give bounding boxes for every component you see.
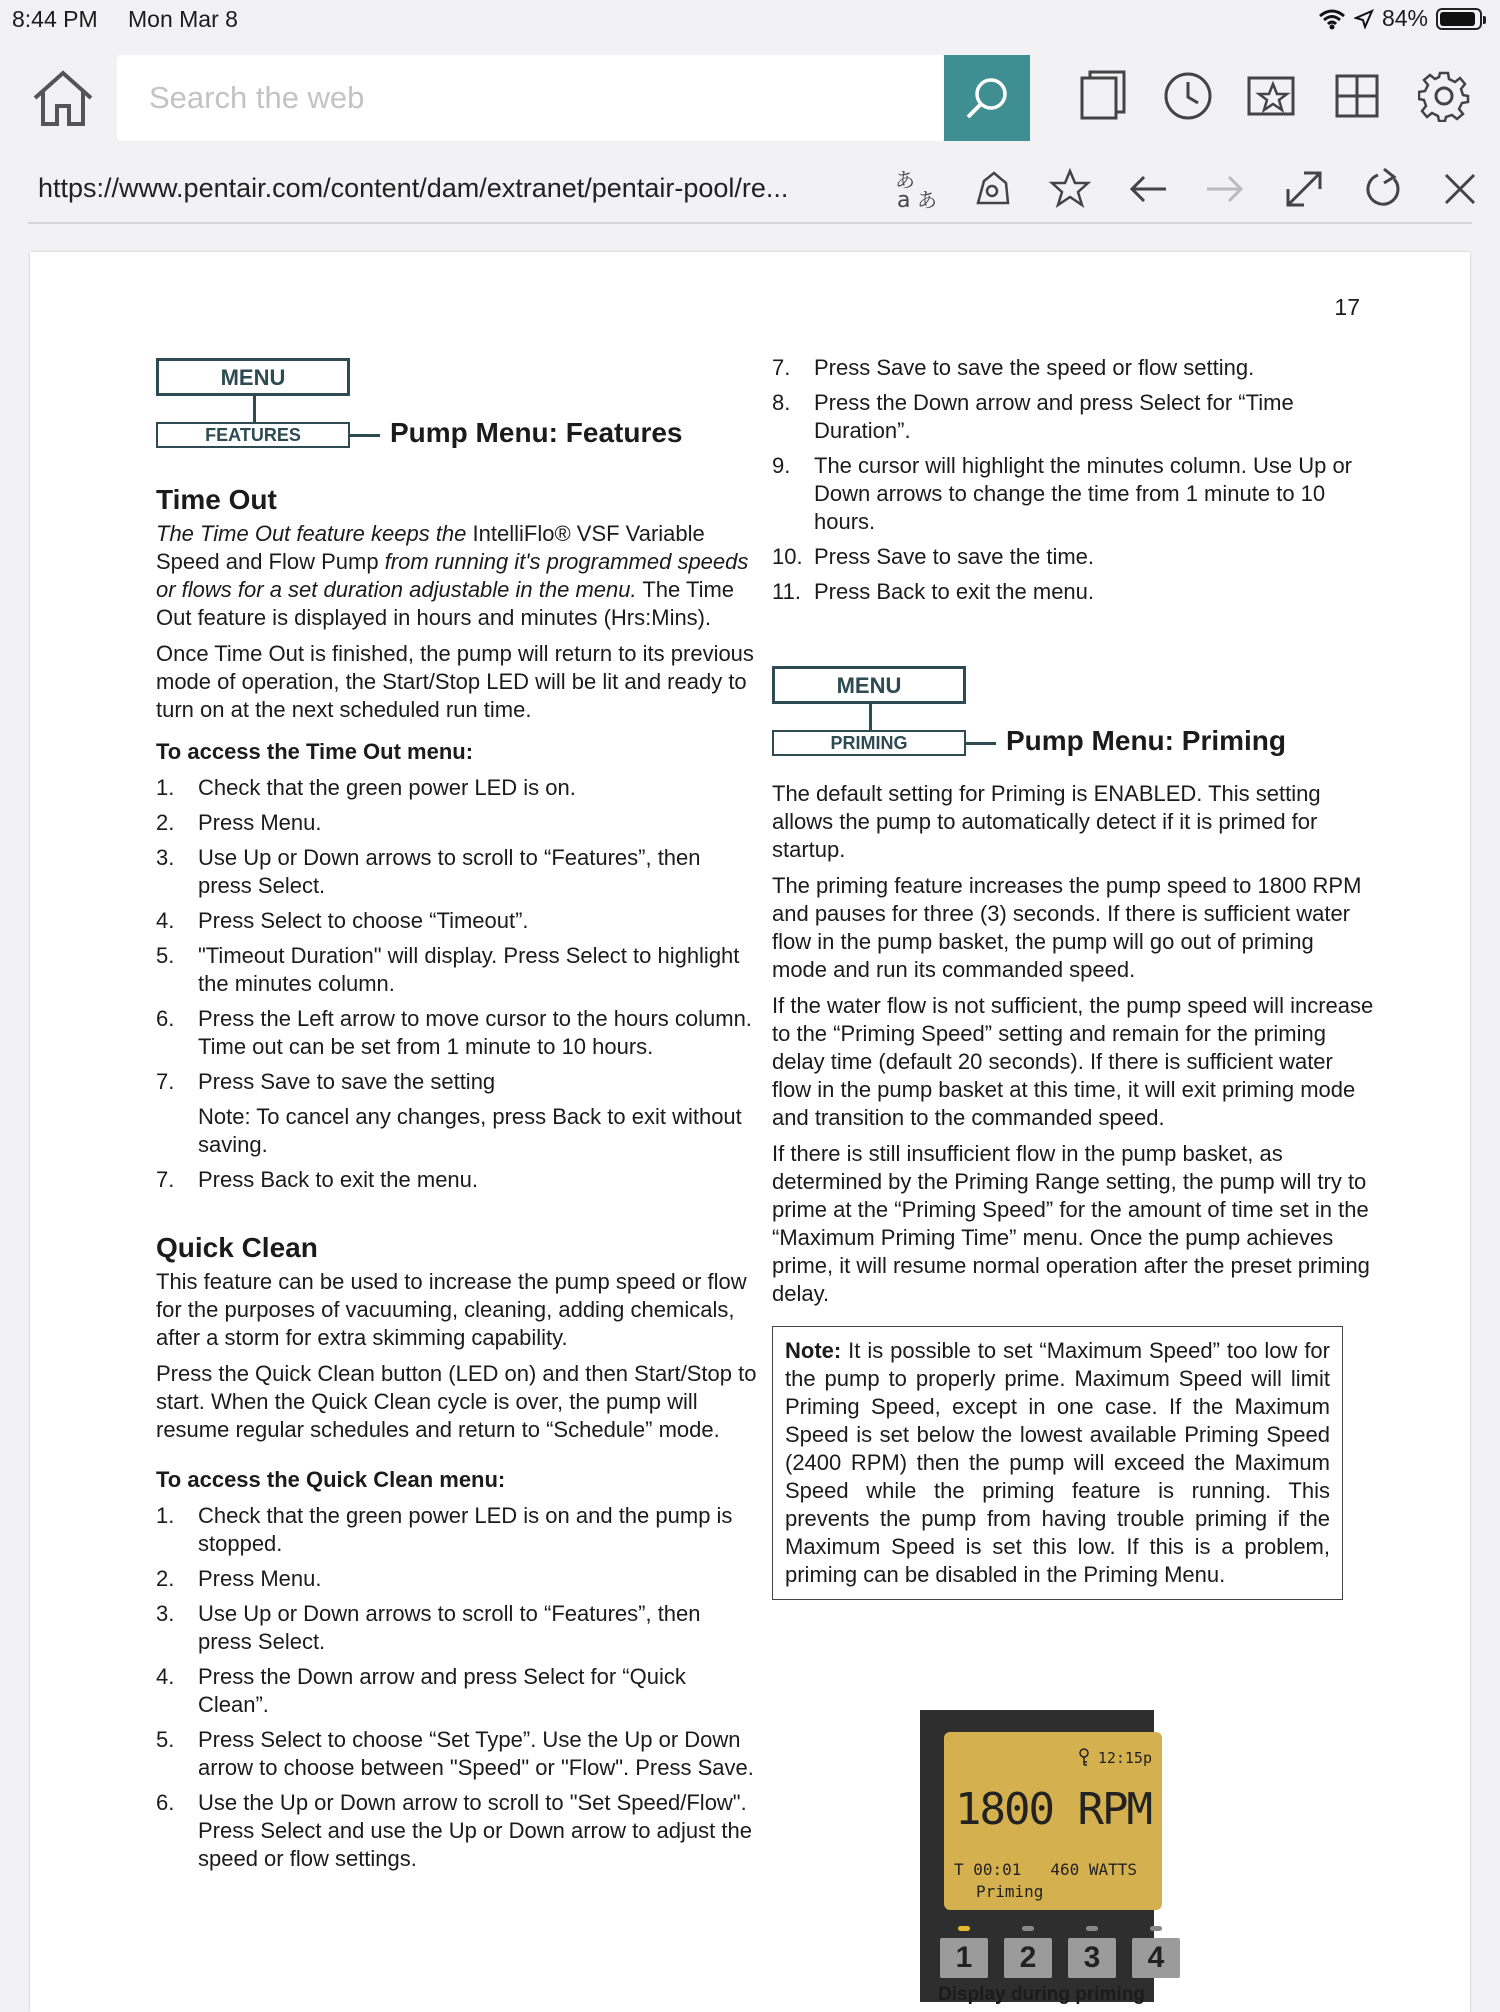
svg-text:あ: あ <box>895 168 915 192</box>
search-icon <box>964 75 1010 121</box>
pump-display-illustration <box>920 1710 1165 2002</box>
quick-clean-heading: Quick Clean <box>156 1232 318 1263</box>
quick-clean-steps-continued <box>772 354 1374 606</box>
quick-clean-p2: Press the Quick Clean button (LED on) and then Start/Stop to start. When the Quick Clean cycle is over, the pump will resume regular schedules and return to “Schedule” mode. <box>156 1361 757 1442</box>
priming-p1: The default setting for Priming is ENABLED. This setting allows the pump to automatically detect if it is primed for startup. <box>772 781 1321 862</box>
list-item: 6. Press the Left arrow to move cursor to the hours column. Time out can be set from 1 minute to 10 hours. <box>156 1006 752 1059</box>
expand-icon[interactable] <box>1282 167 1326 211</box>
list-item: 3. Use Up or Down arrows to scroll to “Features”, then press Select. <box>156 1601 701 1654</box>
priming-p3: If the water flow is not sufficient, the pump speed will increase to the “Priming Speed” setting and remain for the priming delay time (default 20 seconds). If there is sufficient water flow in the pump basket at this time, it will exit priming mode and transition to the commanded speed. <box>772 993 1374 1130</box>
menu-connector <box>869 704 872 730</box>
lcd-key-2: 2 <box>1004 1938 1052 1978</box>
quick-clean-p1: This feature can be used to increase the pump speed or flow for the purposes of vacuuming, cleaning, adding chemicals, after a storm for extra skimming capability. <box>156 1269 747 1350</box>
svg-text:a: a <box>897 188 911 211</box>
list-item: 8. Press the Down arrow and press Select for “Time Duration”. <box>772 390 1294 443</box>
priming-p2: The priming feature increases the pump speed to 1800 RPM and pauses for three (3) seconds. If there is sufficient water flow in the pump basket, the pump will go out of priming mode and run its commanded speed. <box>772 873 1362 982</box>
tabs-icon[interactable] <box>1078 70 1130 122</box>
status-date: Mon Mar 8 <box>128 6 238 32</box>
toolbar-divider <box>28 222 1472 224</box>
list-item: 6. Use the Up or Down arrow to scroll to "Set Speed/Flow". Press Select and use the Up or Down arrow to adjust the speed or flow settings. <box>156 1790 752 1871</box>
location-arrow-icon <box>1354 9 1374 29</box>
list-item: 1. Check that the green power LED is on. <box>156 775 576 800</box>
list-item: 3. Use Up or Down arrows to scroll to “Features”, then press Select. <box>156 845 701 898</box>
lcd-keys <box>940 1938 1180 1978</box>
list-item: 4. Press the Down arrow and press Select for “Quick Clean”. <box>156 1664 686 1717</box>
note-text: It is possible to set “Maximum Speed” too low for the pump to properly prime. Maximum Speed will limit Priming Speed, except in one case. If the Maximum Speed is set below the lowest available Priming Speed (2400 RPM) then the pump will exceed the Maximum Speed while the priming feature is running. This prevents the pump from having trouble priming if the Maximum Speed is set this low. If this is a problem, priming can be disabled in the Priming Menu. <box>785 1338 1330 1587</box>
left-column <box>156 358 760 1880</box>
list-item: 7. Press Save to save the speed or flow setting. <box>772 355 1255 380</box>
quick-clean-steps <box>156 1502 760 1873</box>
list-item: 5. "Timeout Duration" will display. Press Select to highlight the minutes column. <box>156 943 740 996</box>
time-out-steps <box>156 774 760 1194</box>
list-item: 10. Press Save to save the time. <box>772 544 1095 569</box>
priming-box: PRIMING <box>772 730 966 756</box>
list-item: 11. Press Back to exit the menu. <box>772 579 1095 604</box>
features-title: Pump Menu: Features <box>390 417 683 448</box>
status-right <box>1318 5 1482 32</box>
list-item: 9. The cursor will highlight the minutes column. Use Up or Down arrows to change the time from 1 minute to 10 hours. <box>772 453 1353 534</box>
url-text[interactable]: https://www.pentair.com/content/dam/extranet/pentair-pool/re... <box>38 173 789 203</box>
search-input[interactable] <box>147 77 851 119</box>
key-icon <box>1078 1748 1090 1766</box>
translate-icon[interactable] <box>893 167 937 211</box>
battery-percent: 84% <box>1381 5 1428 31</box>
time-out-heading: Time Out <box>156 484 277 515</box>
status-time: 8:44 PM <box>12 6 98 32</box>
lcd-clock: 12:15p <box>1078 1748 1152 1767</box>
priming-title: Pump Menu: Priming <box>1006 725 1286 756</box>
star-icon[interactable] <box>1048 167 1092 211</box>
status-bar <box>0 0 1500 40</box>
browser-toolbar <box>0 50 1500 146</box>
history-icon[interactable] <box>1162 70 1214 122</box>
lcd-key-1: 1 <box>940 1938 988 1978</box>
bookmarks-icon[interactable] <box>1245 70 1297 122</box>
time-out-access: To access the Time Out menu: <box>156 739 474 764</box>
title-connector <box>966 742 996 745</box>
lcd-info: T 00:01 460 WATTS <box>954 1860 1138 1879</box>
search-box[interactable] <box>117 55 944 141</box>
search-button[interactable] <box>944 55 1030 141</box>
wifi-icon <box>1318 8 1346 30</box>
lcd-mode: Priming <box>976 1882 1044 1901</box>
svg-text:あ: あ <box>917 188 937 211</box>
right-column <box>772 354 1374 1600</box>
priming-p4: If there is still insufficient flow in the pump basket, as determined by the Priming Range setting, the pump will try to prime at the “Priming Speed” for the amount of time set in the “Maximum Priming Time” menu. Once the pump achieves prime, it will resume normal operation after the preset priming delay. <box>772 1141 1370 1306</box>
priming-note-box <box>772 1326 1343 1600</box>
display-caption: Display during priming <box>938 1984 1145 2005</box>
list-item: 7. Press Back to exit the menu. <box>156 1167 479 1192</box>
note-label: Note: <box>785 1338 842 1363</box>
battery-icon <box>1436 8 1482 30</box>
menu-connector <box>253 396 256 422</box>
list-item: Note: To cancel any changes, press Back to exit without saving. <box>198 1104 742 1157</box>
close-icon[interactable] <box>1438 167 1482 211</box>
menu-box: MENU <box>156 358 350 396</box>
forward-arrow-icon[interactable] <box>1203 167 1247 211</box>
menu-box: MENU <box>772 666 966 704</box>
lcd-rpm: 1800 RPM <box>955 1784 1151 1835</box>
page-number: 17 <box>1334 294 1360 320</box>
list-item: 5. Press Select to choose “Set Type”. Use the Up or Down arrow to choose between "Speed" or "Flow". Press Save. <box>156 1727 754 1780</box>
list-item: 7. Press Save to save the setting <box>156 1069 496 1094</box>
quick-clean-access: To access the Quick Clean menu: <box>156 1467 506 1492</box>
list-item: 2. Press Menu. <box>156 810 322 835</box>
document-page <box>30 252 1470 2012</box>
extension-icon[interactable] <box>970 167 1014 211</box>
time-out-intro: The Time Out feature keeps the IntelliFlo® VSF Variable Speed and Flow Pump from running it's programmed speeds or flows for a set duration adjustable in the menu. The Time Out feature is displayed in hours and minutes (Hrs:Mins). <box>156 521 749 630</box>
list-item: 2. Press Menu. <box>156 1566 322 1591</box>
reload-icon[interactable] <box>1360 167 1404 211</box>
features-menu-diagram <box>156 358 760 454</box>
home-icon[interactable] <box>30 68 96 130</box>
priming-menu-diagram <box>772 666 1374 762</box>
url-bar <box>0 155 1500 221</box>
settings-gear-icon[interactable] <box>1418 70 1470 122</box>
list-item: 4. Press Select to choose “Timeout”. <box>156 908 529 933</box>
list-item: 1. Check that the green power LED is on and the pump is stopped. <box>156 1503 733 1556</box>
time-out-p2: Once Time Out is finished, the pump will return to its previous mode of operation, the Start/Stop LED will be lit and ready to turn on at the next scheduled run time. <box>156 641 754 722</box>
title-connector <box>350 434 380 437</box>
lcd-key-4: 4 <box>1132 1938 1180 1978</box>
features-box: FEATURES <box>156 422 350 448</box>
lcd-key-3: 3 <box>1068 1938 1116 1978</box>
back-arrow-icon[interactable] <box>1126 167 1170 211</box>
lcd-screen <box>944 1732 1162 1910</box>
grid-icon[interactable] <box>1331 70 1383 122</box>
